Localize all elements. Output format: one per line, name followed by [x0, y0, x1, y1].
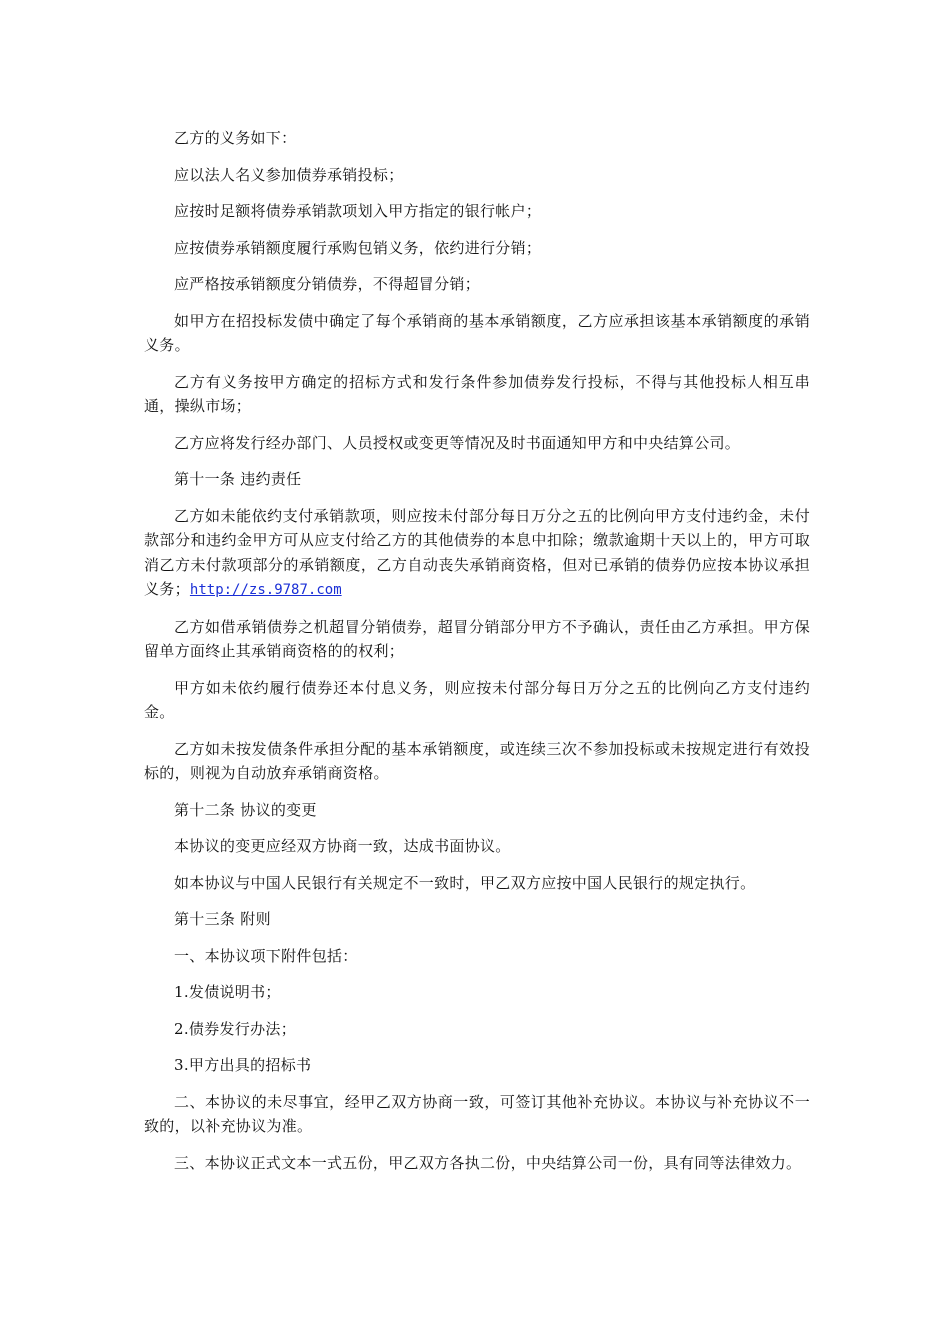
paragraph-breach-3: 甲方如未依约履行债券还本付息义务，则应按未付部分每日万分之五的比例向乙方支付违约金。	[144, 678, 810, 721]
document-body	[144, 126, 810, 1187]
paragraph-obligation-3: 应按债券承销额度履行承购包销义务，依约进行分销；	[174, 238, 542, 257]
paragraph-breach-1	[144, 504, 810, 603]
paragraph-breach-2: 乙方如借承销债券之机超冒分销债券，超冒分销部分甲方不予确认，责任由乙方承担。甲方保留单方面终止其承销商资格的的权利；	[144, 617, 810, 660]
annex-item-2: 2.债券发行办法；	[174, 1019, 297, 1038]
paragraph-obligation-6: 乙方有义务按甲方确定的招标方式和发行条件参加债券发行投标，不得与其他投标人相互串通，操纵市场；	[144, 372, 810, 415]
annex-item-3: 3.甲方出具的招标书	[174, 1056, 312, 1074]
paragraph-obligation-1: 应以法人名义参加债券承销投标；	[174, 165, 404, 184]
paragraph-obligation-4: 应严格按承销额度分销债券，不得超冒分销；	[174, 275, 481, 293]
paragraph-breach-4: 乙方如未按发债条件承担分配的基本承销额度，或连续三次不参加投标或未按规定进行有效投标的，则视为自动放弃承销商资格。	[144, 739, 810, 782]
paragraph-supplementary: 二、本协议的未尽事宜，经甲乙双方协商一致，可签订其他补充协议。本协议与补充协议不一致的，以补充协议为准。	[144, 1092, 810, 1135]
paragraph-obligation-5: 如甲方在招投标发债中确定了每个承销商的基本承销额度，乙方应承担该基本承销额度的承销义务。	[144, 311, 810, 354]
article-12-heading: 第十二条 协议的变更	[174, 800, 317, 819]
annex-item-1: 1.发债说明书；	[174, 983, 281, 1001]
article-13-heading: 第十三条 附则	[174, 910, 271, 928]
paragraph-copies: 三、本协议正式文本一式五份，甲乙双方各执二份，中央结算公司一份，具有同等法律效力。	[174, 1153, 802, 1172]
paragraph-breach-1-text: 乙方如未能依约支付承销款项，则应按未付部分每日万分之五的比例向甲方支付违约金，未付款部分和违约金甲方可从应支付给乙方的其他债券的本息中扣除；缴款逾期十天以上的，甲方可取消乙方未付款项部分的承销额度，乙方自动丧失承销商资格，但对已承销的债券仍应按本协议承担义务；	[144, 506, 810, 598]
paragraph-obligation-7: 乙方应将发行经办部门、人员授权或变更等情况及时书面通知甲方和中央结算公司。	[174, 433, 741, 452]
paragraph-obligations-heading: 乙方的义务如下：	[174, 129, 297, 147]
paragraph-amendment-2: 如本协议与中国人民银行有关规定不一致时，甲乙双方应按中国人民银行的规定执行。	[174, 873, 756, 892]
paragraph-amendment-1: 本协议的变更应经双方协商一致，达成书面协议。	[174, 837, 511, 855]
paragraph-obligation-2: 应按时足额将债券承销款项划入甲方指定的银行帐户；	[174, 202, 542, 220]
article-11-heading: 第十一条 违约责任	[174, 470, 302, 488]
paragraph-annex-intro: 一、本协议项下附件包括：	[174, 946, 358, 965]
source-link[interactable]: http://zs.9787.com	[189, 582, 342, 598]
